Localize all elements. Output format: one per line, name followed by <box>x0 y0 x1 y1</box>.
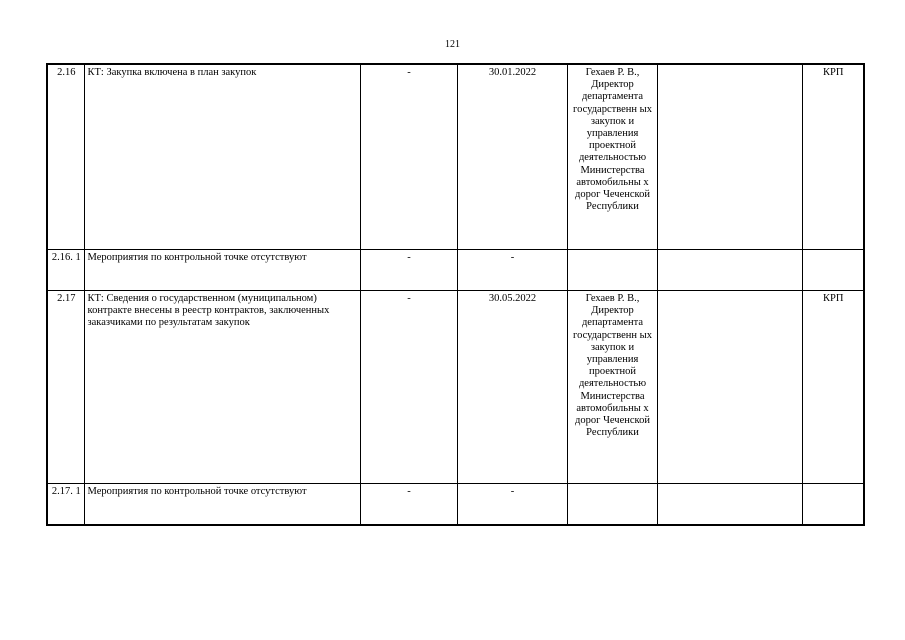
row-type: КРП <box>802 64 864 250</box>
row-responsible: Гехаев Р. В., Директор департамента государственн ых закупок и управления проектной деятельностью Министерства автомобильны х дорог Чеченской Республики <box>567 64 657 250</box>
row-col3: - <box>360 291 457 484</box>
row-name: КТ: Сведения о государственном (муниципальном) контракте внесены в реестр контрактов, заключенных заказчиками по результатам закупок <box>84 291 360 484</box>
row-col6 <box>657 484 802 526</box>
row-responsible <box>567 250 657 291</box>
row-number: 2.17 <box>47 291 84 484</box>
row-date: 30.05.2022 <box>457 291 567 484</box>
row-type: КРП <box>802 291 864 484</box>
row-col6 <box>657 291 802 484</box>
row-number: 2.16 <box>47 64 84 250</box>
table-row <box>47 64 864 250</box>
row-date: 30.01.2022 <box>457 64 567 250</box>
row-col3: - <box>360 484 457 526</box>
row-col6 <box>657 64 802 250</box>
row-name: Мероприятия по контрольной точке отсутствуют <box>84 250 360 291</box>
row-col3: - <box>360 64 457 250</box>
row-type <box>802 250 864 291</box>
row-responsible <box>567 484 657 526</box>
row-date: - <box>457 250 567 291</box>
row-number: 2.16. 1 <box>47 250 84 291</box>
row-col3: - <box>360 250 457 291</box>
page-number: 121 <box>445 39 460 50</box>
row-col6 <box>657 250 802 291</box>
row-name: Мероприятия по контрольной точке отсутствуют <box>84 484 360 526</box>
control-points-table <box>46 63 865 526</box>
row-number: 2.17. 1 <box>47 484 84 526</box>
table-row <box>47 250 864 291</box>
row-date: - <box>457 484 567 526</box>
row-responsible: Гехаев Р. В., Директор департамента государственн ых закупок и управления проектной деятельностью Министерства автомобильны х дорог Чеченской Республики <box>567 291 657 484</box>
table-row <box>47 291 864 484</box>
table-row <box>47 484 864 526</box>
row-type <box>802 484 864 526</box>
row-name: КТ: Закупка включена в план закупок <box>84 64 360 250</box>
